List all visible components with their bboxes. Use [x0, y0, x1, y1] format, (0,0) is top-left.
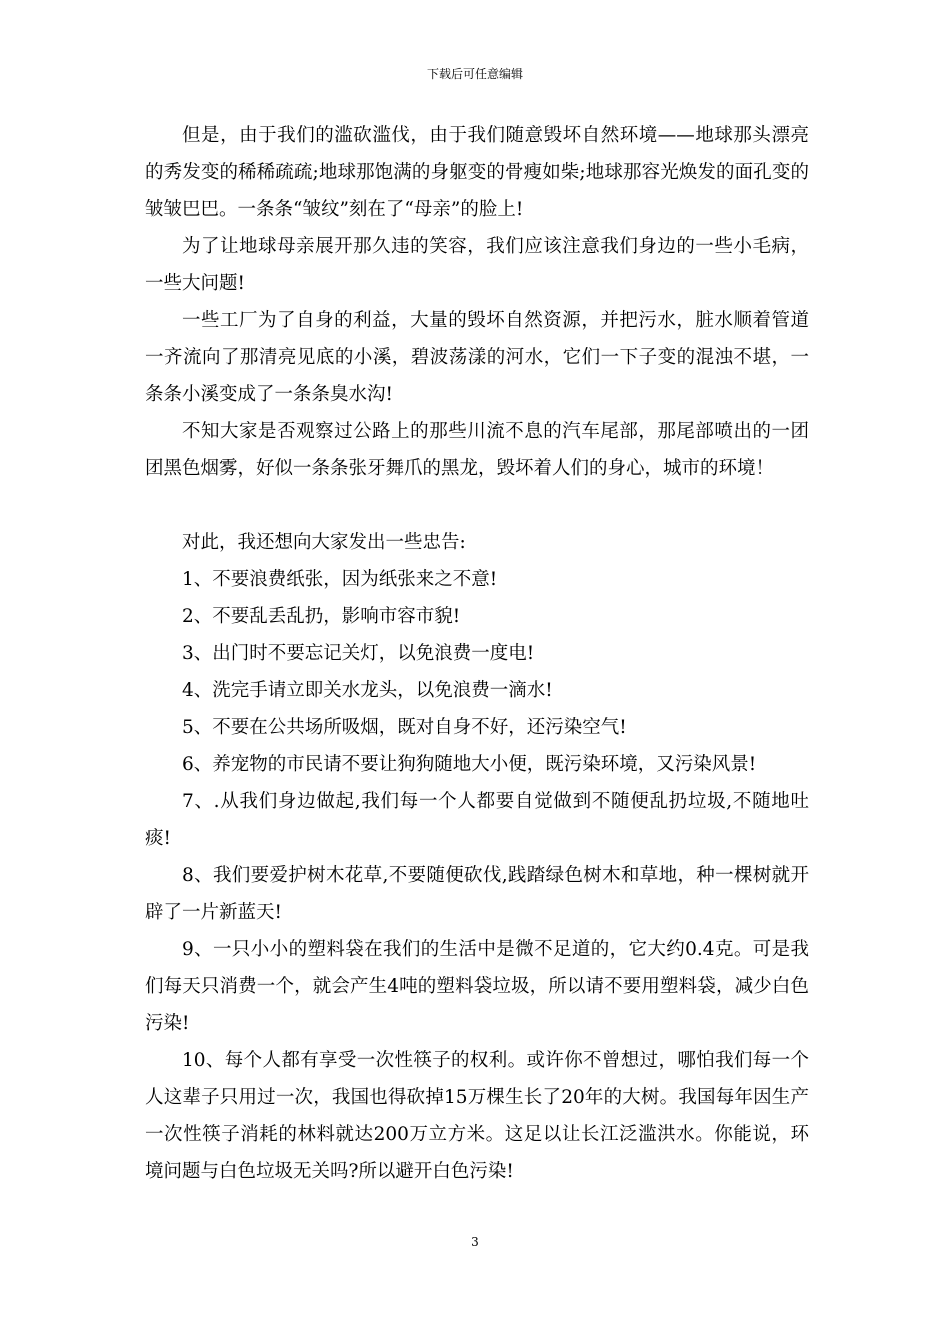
document-body — [145, 117, 809, 1190]
page-number: 3 — [471, 1235, 479, 1249]
paragraph-factories: 一些工厂为了自身的利益，大量的毁坏自然资源，并把污水，脏水顺着管道一齐流向了那清亮见底的小溪，碧波荡漾的河水，它们一下子变的混浊不堪，一条条小溪变成了一条条臭水沟! — [145, 310, 809, 405]
paragraph-advice-intro: 对此，我还想向大家发出一些忠告: — [182, 532, 466, 553]
page-header: 下载后可任意编辑 — [426, 67, 523, 81]
advice-item-5: 5、不要在公共场所吸烟，既对自身不好，还污染空气! — [182, 717, 627, 738]
advice-item-10: 10、每个人都有享受一次性筷子的权利。或许你不曾想过，哪怕我们每一个人这辈子只用过一次，我国也得砍掉15万棵生长了20年的大树。我国每年因生产一次性筷子消耗的林料就达200万立方米。这足以让长江泛滥洪水。你能说，环境问题与白色垃圾无关吗?所以避开白色污染! — [145, 1050, 809, 1182]
blank-line — [145, 487, 809, 524]
advice-item-6: 6、养宠物的市民请不要让狗狗随地大小便，既污染环境，又污染风景! — [182, 754, 757, 775]
advice-item-8: 8、我们要爱护树木花草,不要随便砍伐,践踏绿色树木和草地，种一棵树就开辟了一片新蓝天! — [145, 865, 809, 923]
advice-item-4: 4、洗完手请立即关水龙头，以免浪费一滴水! — [182, 680, 553, 701]
advice-item-3: 3、出门时不要忘记关灯，以免浪费一度电! — [182, 643, 535, 664]
advice-item-9: 9、一只小小的塑料袋在我们的生活中是微不足道的，它大约0.4克。可是我们每天只消费一个，就会产生4吨的塑料袋垃圾，所以请不要用塑料袋，减少白色污染! — [145, 939, 809, 1034]
paragraph-damage: 但是，由于我们的滥砍滥伐，由于我们随意毁坏自然环境——地球那头漂亮的秀发变的稀稀疏疏;地球那饱满的身躯变的骨瘦如柴;地球那容光焕发的面孔变的皱皱巴巴。一条条“皱纹”刻在了“母亲”的脸上! — [145, 125, 809, 220]
advice-item-1: 1、不要浪费纸张，因为纸张来之不意! — [182, 569, 498, 590]
advice-item-2: 2、不要乱丢乱扔，影响市容市貌! — [182, 606, 461, 627]
paragraph-smile: 为了让地球母亲展开那久违的笑容，我们应该注意我们身边的一些小毛病，一些大问题! — [145, 236, 809, 294]
advice-item-7: 7、.从我们身边做起,我们每一个人都要自觉做到不随便乱扔垃圾,不随地吐痰! — [145, 791, 809, 849]
paragraph-exhaust: 不知大家是否观察过公路上的那些川流不息的汽车尾部，那尾部喷出的一团团黑色烟雾，好似一条条张牙舞爪的黑龙，毁坏着人们的身心，城市的环境！ — [145, 421, 809, 479]
